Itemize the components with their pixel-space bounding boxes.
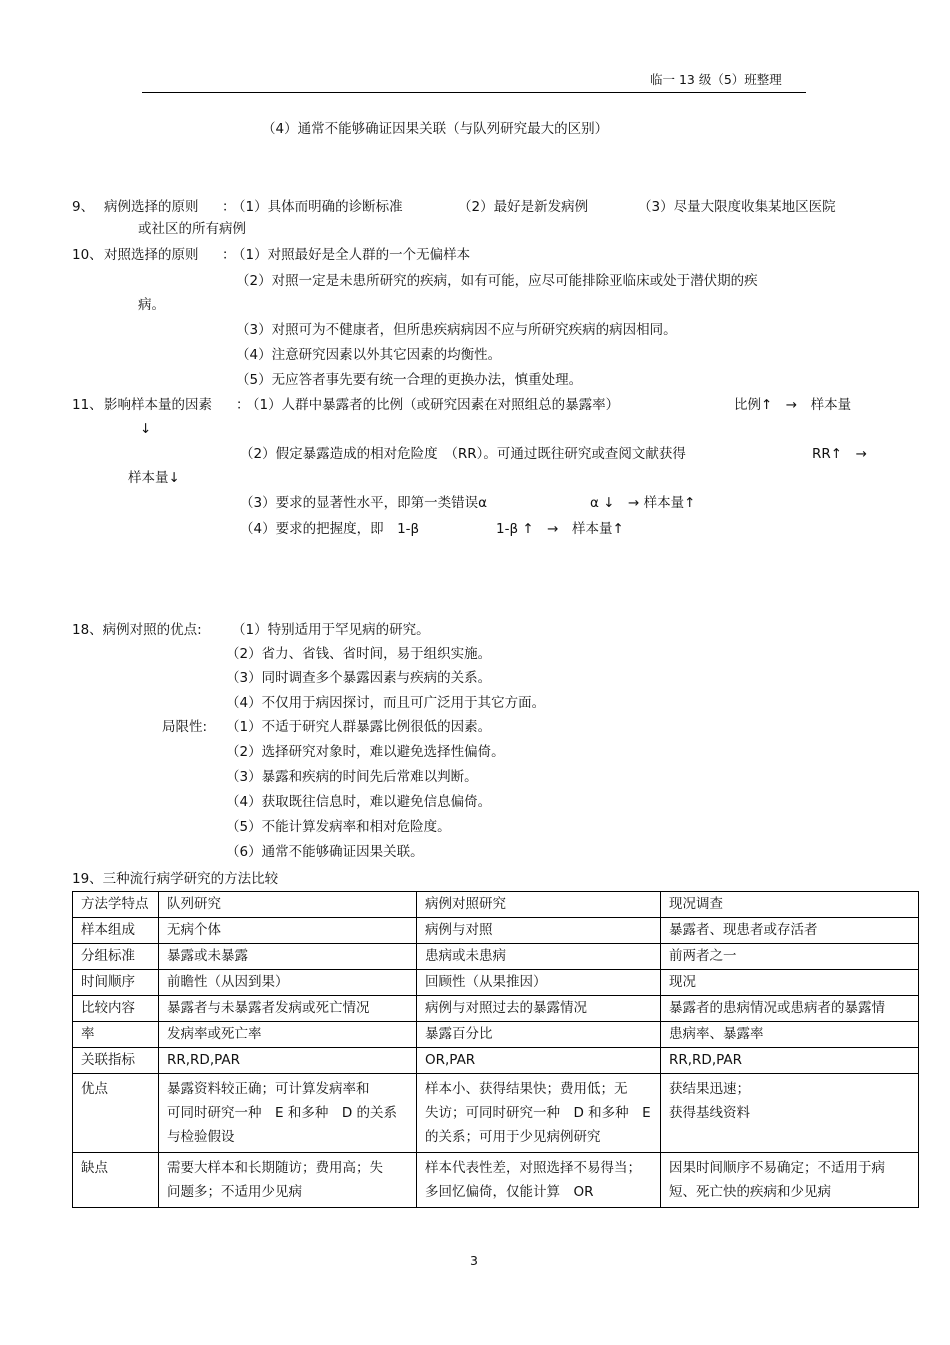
s11-title: 影响样本量的因素 <box>104 397 212 413</box>
table-cell: 病例与对照 <box>417 918 661 944</box>
s9-item-2: （2）最好是新发病例 <box>458 199 589 215</box>
s18-limitation-2: （2）选择研究对象时，难以避免选择性偏倚。 <box>226 744 505 760</box>
table-cell: 分组标准 <box>73 944 159 970</box>
s18-advantage-2: （2）省力、省钱、省时间，易于组织实施。 <box>226 646 492 662</box>
table-cell-multiline <box>417 1074 661 1153</box>
s11-item-1: （1）人群中暴露者的比例（或研究因素在对照组总的暴露率） <box>246 397 620 413</box>
table-cell: 暴露者、现患者或存活者 <box>661 918 919 944</box>
s10-item-4: （4）注意研究因素以外其它因素的均衡性。 <box>236 347 502 363</box>
s9-continuation: 或社区的所有病例 <box>138 221 246 237</box>
table-row-advantages <box>73 1074 919 1153</box>
table-cell-multiline <box>159 1074 417 1153</box>
s18-advantage-4: （4）不仅用于病因探讨，而且可广泛用于其它方面。 <box>226 695 546 711</box>
table-cell: 暴露或未暴露 <box>159 944 417 970</box>
s9-separator: ： <box>222 199 236 215</box>
s9-item-1: （1）具体而明确的诊断标准 <box>232 199 403 215</box>
table-cell: 缺点 <box>73 1153 159 1208</box>
table-cell: 前两者之一 <box>661 944 919 970</box>
s11-item-2-continuation: 样本量↓ <box>128 470 180 486</box>
s11-number: 11、 <box>72 397 103 413</box>
table-row-disadvantages <box>73 1153 919 1208</box>
table-cell: 前瞻性（从因到果） <box>159 970 417 996</box>
cell-line: 获得基线资料 <box>669 1105 750 1121</box>
table-header-cell: 方法学特点 <box>73 892 159 918</box>
s11-item-3-relation: α ↓ → 样本量↑ <box>590 495 696 511</box>
cell-line: 失访；可同时研究一种 D 和多种 E <box>425 1105 651 1121</box>
s9-item-3: （3）尽量大限度收集某地区医院 <box>638 199 836 215</box>
table-cell: 样本组成 <box>73 918 159 944</box>
table-cell: RR,RD,PAR <box>159 1048 417 1074</box>
s10-title: 对照选择的原则 <box>104 247 199 263</box>
table-cell: RR,RD,PAR <box>661 1048 919 1074</box>
s11-item-1-relation: 比例↑ → 样本量 <box>734 397 852 413</box>
table-row <box>73 1022 919 1048</box>
table-cell: 率 <box>73 1022 159 1048</box>
table-row <box>73 970 919 996</box>
s10-number: 10、 <box>72 247 103 263</box>
s11-item-2: （2）假定暴露造成的相对危险度 （RR）。可通过既往研究或查阅文献获得 <box>240 446 686 462</box>
table-cell: 患病或未患病 <box>417 944 661 970</box>
table-header-cell: 队列研究 <box>159 892 417 918</box>
s10-separator: ： <box>222 247 236 263</box>
cell-line: 样本小、获得结果快；费用低；无 <box>425 1081 628 1097</box>
cell-line: 与检验假设 <box>167 1129 235 1145</box>
table-row <box>73 996 919 1022</box>
table-row <box>73 944 919 970</box>
cell-line: 获结果迅速； <box>669 1081 750 1097</box>
table-cell: 关联指标 <box>73 1048 159 1074</box>
s11-item-2-relation: RR↑ → <box>812 446 867 462</box>
cell-line: 多回忆偏倚，仅能计算 OR <box>425 1184 594 1200</box>
header-rule <box>142 92 806 93</box>
table-header-cell: 病例对照研究 <box>417 892 661 918</box>
s18-title: 18、病例对照的优点: <box>72 622 202 638</box>
table-cell: 回顾性（从果推因） <box>417 970 661 996</box>
s18-limitation-label: 局限性: <box>162 719 208 735</box>
table-cell-multiline <box>417 1153 661 1208</box>
s10-item-2-continuation: 病。 <box>138 297 165 313</box>
s9-number: 9、 <box>72 199 95 215</box>
page-number: 3 <box>470 1253 478 1268</box>
cell-line: 暴露资料较正确；可计算发病率和 <box>167 1081 370 1097</box>
s9-title: 病例选择的原则 <box>104 199 199 215</box>
table-cell: 优点 <box>73 1074 159 1153</box>
s10-item-2: （2）对照一定是未患所研究的疾病，如有可能，应尽可能排除亚临床或处于潜伏期的疾 <box>236 273 758 289</box>
table-header-row <box>73 892 919 918</box>
comparison-table <box>72 891 919 1208</box>
table-cell: 暴露者的患病情况或患病者的暴露情 <box>661 996 919 1022</box>
cell-line: 的关系；可用于少见病例研究 <box>425 1129 601 1145</box>
s11-separator: ： <box>236 397 250 413</box>
cell-line: 可同时研究一种 E 和多种 D 的关系 <box>167 1105 398 1121</box>
table-cell: 无病个体 <box>159 918 417 944</box>
cell-line: 需要大样本和长期随访；费用高；失 <box>167 1160 383 1176</box>
s18-advantage-1: （1）特别适用于罕见病的研究。 <box>232 622 430 638</box>
page-header-text: 临一 13 级（5）班整理 <box>650 72 782 87</box>
s18-advantage-3: （3）同时调查多个暴露因素与疾病的关系。 <box>226 670 492 686</box>
table-cell: OR,PAR <box>417 1048 661 1074</box>
table-header-cell: 现况调查 <box>661 892 919 918</box>
s10-item-3: （3）对照可为不健康者，但所患疾病病因不应与所研究疾病的病因相同。 <box>236 322 677 338</box>
table-cell: 发病率或死亡率 <box>159 1022 417 1048</box>
s11-item-3: （3）要求的显著性水平，即第一类错误α <box>240 495 487 511</box>
s11-item-1-continuation: ↓ <box>140 421 152 437</box>
s18-limitation-6: （6）通常不能够确证因果关联。 <box>226 844 424 860</box>
s18-limitation-1: （1）不适于研究人群暴露比例很低的因素。 <box>226 719 492 735</box>
cell-line: 短、死亡快的疾病和少见病 <box>669 1184 831 1200</box>
table-row <box>73 918 919 944</box>
table-row <box>73 1048 919 1074</box>
s18-limitation-4: （4）获取既往信息时，难以避免信息偏倚。 <box>226 794 492 810</box>
s18-limitation-3: （3）暴露和疾病的时间先后常难以判断。 <box>226 769 478 785</box>
s11-item-4-relation: 1-β ↑ → 样本量↑ <box>496 521 624 537</box>
cell-line: 样本代表性差，对照选择不易得当； <box>425 1160 641 1176</box>
intro-line: （4）通常不能够确证因果关联（与队列研究最大的区别） <box>262 121 609 137</box>
table-cell: 比较内容 <box>73 996 159 1022</box>
table-cell-multiline <box>661 1074 919 1153</box>
table-cell-multiline <box>661 1153 919 1208</box>
table-cell: 时间顺序 <box>73 970 159 996</box>
s11-item-4: （4）要求的把握度，即 1-β <box>240 521 420 537</box>
s18-limitation-5: （5）不能计算发病率和相对危险度。 <box>226 819 451 835</box>
table-cell: 患病率、暴露率 <box>661 1022 919 1048</box>
table-cell: 暴露者与未暴露者发病或死亡情况 <box>159 996 417 1022</box>
table-cell: 暴露百分比 <box>417 1022 661 1048</box>
cell-line: 因果时间顺序不易确定；不适用于病 <box>669 1160 885 1176</box>
table-cell: 病例与对照过去的暴露情况 <box>417 996 661 1022</box>
s10-item-5: （5）无应答者事先要有统一合理的更换办法，慎重处理。 <box>236 372 583 388</box>
table-cell: 现况 <box>661 970 919 996</box>
table-cell-multiline <box>159 1153 417 1208</box>
cell-line: 问题多；不适用少见病 <box>167 1184 302 1200</box>
s10-item-1: （1）对照最好是全人群的一个无偏样本 <box>232 247 471 263</box>
s19-title: 19、三种流行病学研究的方法比较 <box>72 871 279 887</box>
